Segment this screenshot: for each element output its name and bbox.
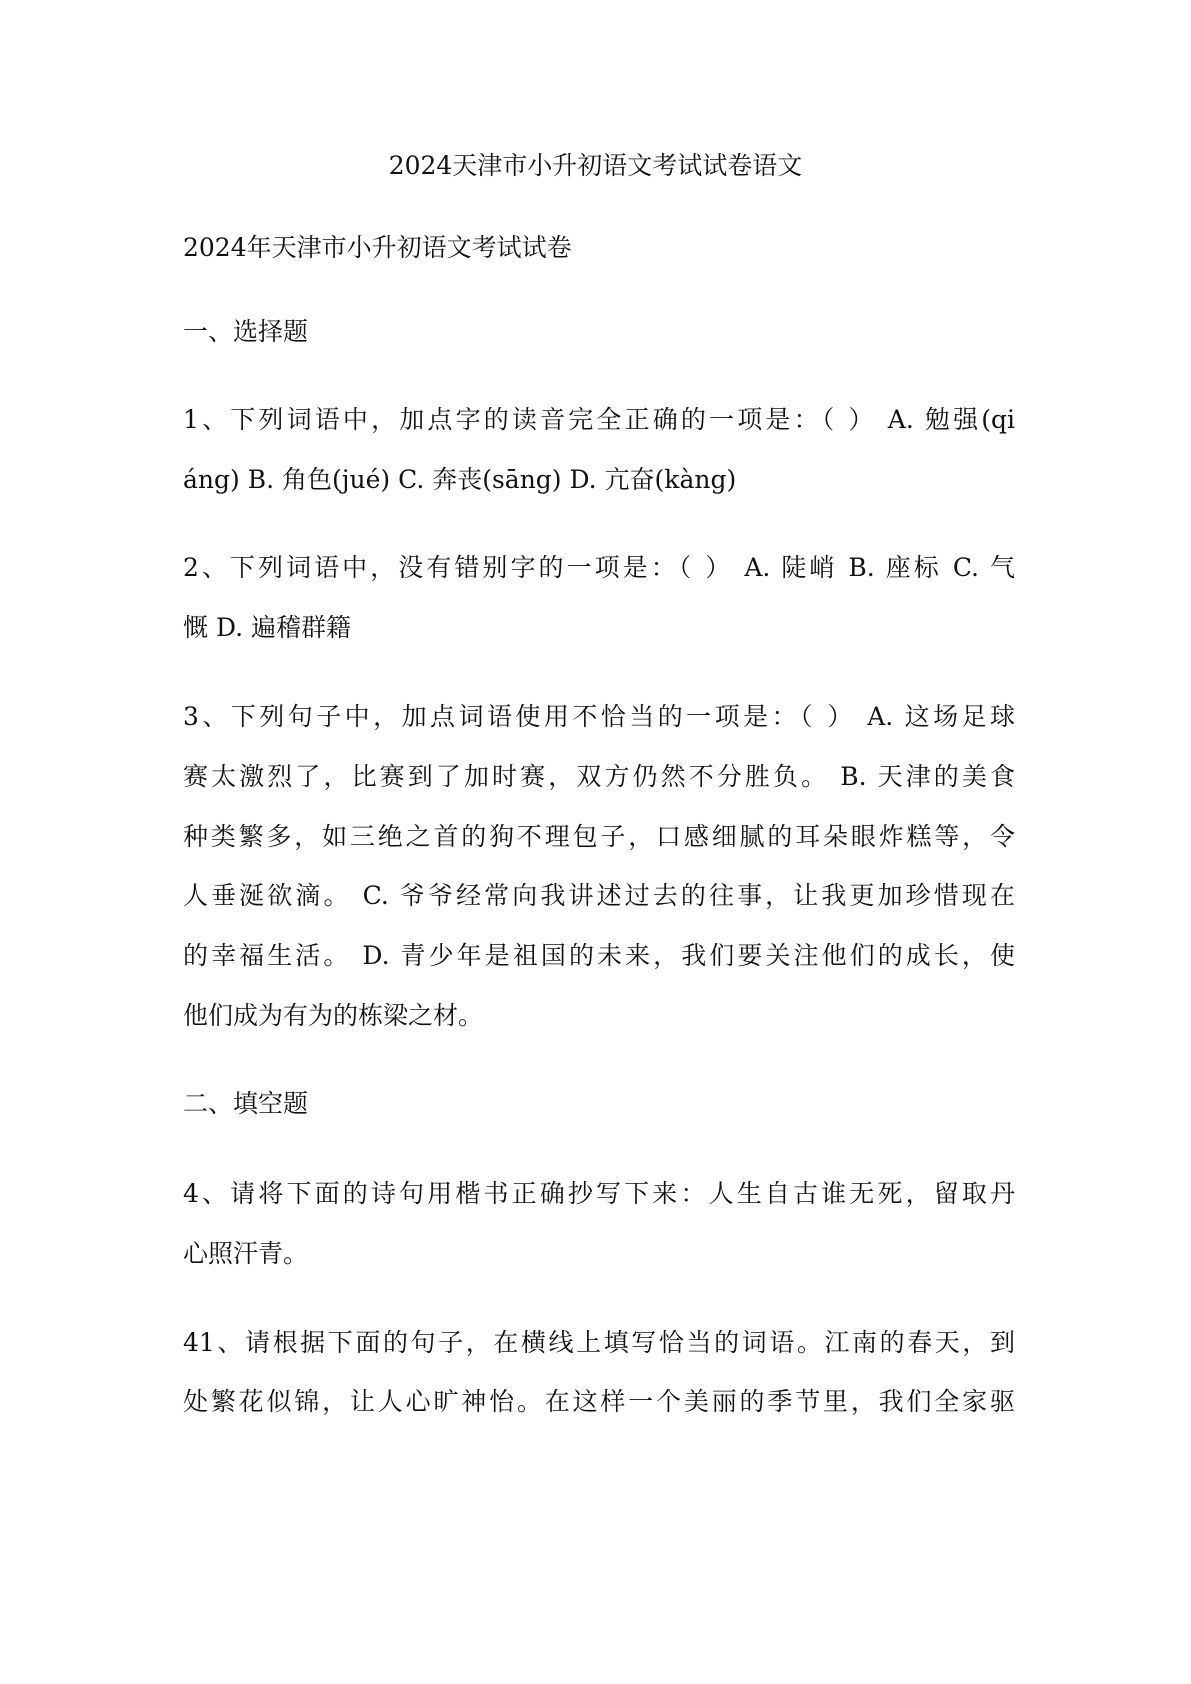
question-4-line-2: 心照汗青。: [183, 1239, 309, 1268]
section-heading-fill-blank: 二、填空题: [183, 1089, 309, 1118]
question-1-line-1: 1、下列词语中，加点字的读音完全正确的一项是：（ ） A. 勉强(qi: [183, 405, 1015, 434]
question-3-line-3: 种类繁多，如三绝之首的狗不理包子，口感细腻的耳朵眼炸糕等，令: [183, 822, 1015, 851]
question-2-line-2: 慨 D. 遍稽群籍: [183, 613, 351, 642]
question-41-line-1: 41、请根据下面的句子，在横线上填写恰当的词语。江南的春天，到: [183, 1328, 1015, 1357]
question-3-line-4: 人垂涎欲滴。 C. 爷爷经常向我讲述过去的往事，让我更加珍惜现在: [183, 881, 1015, 910]
question-4-line-1: 4、请将下面的诗句用楷书正确抄写下来：人生自古谁无死，留取丹: [183, 1179, 1015, 1208]
section-heading-choice: 一、选择题: [183, 317, 309, 346]
question-3-line-1: 3、下列句子中，加点词语使用不恰当的一项是：（ ） A. 这场足球: [183, 702, 1015, 731]
question-2-line-1: 2、下列词语中，没有错别字的一项是：（ ） A. 陡峭 B. 座标 C. 气: [183, 553, 1015, 582]
question-1-line-2: áng) B. 角色(jué) C. 奔丧(sāng) D. 亢奋(kàng): [183, 465, 737, 494]
exam-subtitle: 2024年天津市小升初语文考试试卷: [183, 233, 572, 262]
question-41-line-2: 处繁花似锦，让人心旷神怡。在这样一个美丽的季节里，我们全家驱: [183, 1387, 1015, 1416]
document-title: 2024天津市小升初语文考试试卷语文: [388, 151, 803, 180]
question-3-line-6: 他们成为有为的栋梁之材。: [183, 1001, 484, 1030]
question-3-line-5: 的幸福生活。 D. 青少年是祖国的未来，我们要关注他们的成长，使: [183, 941, 1015, 970]
question-3-line-2: 赛太激烈了，比赛到了加时赛，双方仍然不分胜负。 B. 天津的美食: [183, 762, 1015, 791]
